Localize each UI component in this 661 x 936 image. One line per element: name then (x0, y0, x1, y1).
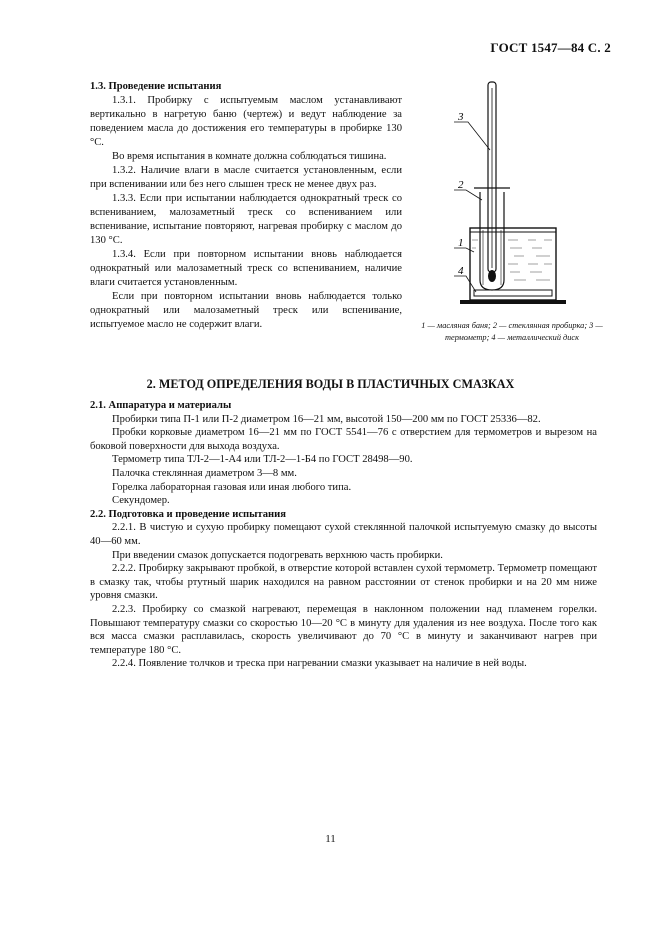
paragraph-1-3-3: 1.3.3. Если при испытании наблюдается однократный треск со вспениванием, малозаметный треск со вспениванием или вспенивание, испытание повторяют, нагревая пробирку с маслом до 130 °С. (90, 193, 402, 246)
section-heading-2-2: 2.2. Подготовка и проведение испытания (90, 508, 286, 520)
item-stopwatch: Секундомер. (112, 495, 170, 507)
paragraph-2-2-3: 2.2.3. Пробирку со смазкой нагревают, перемещая в наклонном положении над пламенем горелки. Повышают температуру смазки со скоростью 10—20 °С в минуту для удаления из нее воздуха. После того как вся масса смазки расплавилась, скорость увеличивают до 70 °С в минуту и заканчивают нагрев при температуре 180 °С. (90, 603, 597, 656)
section-1-3 (90, 80, 402, 332)
paragraph-repeat-test: Если при повторном испытании вновь наблюдается только однократный или малозаметный треск или вспенивание, испытуемое масло не содержит влаги. (90, 291, 402, 330)
paragraph-1-3-1: 1.3.1. Пробирку с испытуемым маслом устанавливают вертикально в нагретую баню (чертеж) и ведут наблюдение за поведением масла до достижения его температуры в пробирке 130 °С. (90, 95, 402, 148)
label-4: 4 (458, 265, 464, 277)
item-corks: Пробки корковые диаметром 16—21 мм по ГОСТ 5541—76 с отверстием для термометров и вырезом на боковой поверхности для выхода воздуха. (90, 427, 597, 452)
section-heading-1-3: 1.3. Проведение испытания (90, 81, 222, 92)
paragraph-preheat: При введении смазок допускается подогревать верхнюю часть пробирки. (112, 549, 443, 561)
item-test-tubes: Пробирки типа П-1 или П-2 диаметром 16—21 мм, высотой 150—200 мм по ГОСТ 25336—82. (112, 413, 541, 425)
section-2-title: 2. МЕТОД ОПРЕДЕЛЕНИЯ ВОДЫ В ПЛАСТИЧНЫХ СМАЗКАХ (146, 377, 515, 391)
paragraph-silence: Во время испытания в комнате должна соблюдаться тишина. (112, 151, 387, 162)
paragraph-1-3-4: 1.3.4. Если при повторном испытании вновь наблюдается однократный или малозаметный треск со вспениванием, наличие влаги считается установленным. (90, 249, 402, 288)
item-burner: Горелка лабораторная газовая или иная любого типа. (112, 481, 352, 493)
apparatus-svg (410, 80, 610, 320)
page-header: ГОСТ 1547—84 С. 2 (490, 40, 611, 55)
paragraph-2-2-2: 2.2.2. Пробирку закрывают пробкой, в отверстие которой вставлен сухой термометр. Термометр помещают в смазку так, чтобы ртутный шарик находился на равном расстоянии от стенок пробирки и на 20 мм ниже уровня смазки. (90, 563, 597, 602)
label-1: 1 (458, 237, 464, 249)
label-2: 2 (458, 179, 464, 191)
item-glass-rod: Палочка стеклянная диаметром 3—8 мм. (112, 467, 297, 479)
page-number: 11 (325, 833, 336, 845)
oil-bath-drawing (460, 228, 566, 304)
section-2-body (90, 399, 597, 671)
label-3: 3 (458, 111, 464, 123)
item-thermometer: Термометр типа ТЛ-2—1-А4 или ТЛ-2—1-Б4 по ГОСТ 28498—90. (112, 454, 413, 466)
paragraph-2-2-4: 2.2.4. Появление толчков и треска при нагревании смазки указывает на наличие в ней воды. (112, 658, 527, 670)
paragraph-2-2-1: 2.2.1. В чистую и сухую пробирку помещают сухой стеклянной палочкой испытуемую смазку до высоты 40—60 мм. (90, 522, 597, 547)
section-heading-2-1: 2.1. Аппаратура и материалы (90, 400, 232, 411)
paragraph-1-3-2: 1.3.2. Наличие влаги в масле считается установленным, если при вспенивании или без него слышен треск не менее двух раз. (90, 165, 402, 190)
thermometer-drawing (488, 82, 496, 282)
figure-caption: 1 — масляная баня; 2 — стеклянная пробирка; 3 — термометр; 4 — металлический диск (421, 321, 603, 342)
